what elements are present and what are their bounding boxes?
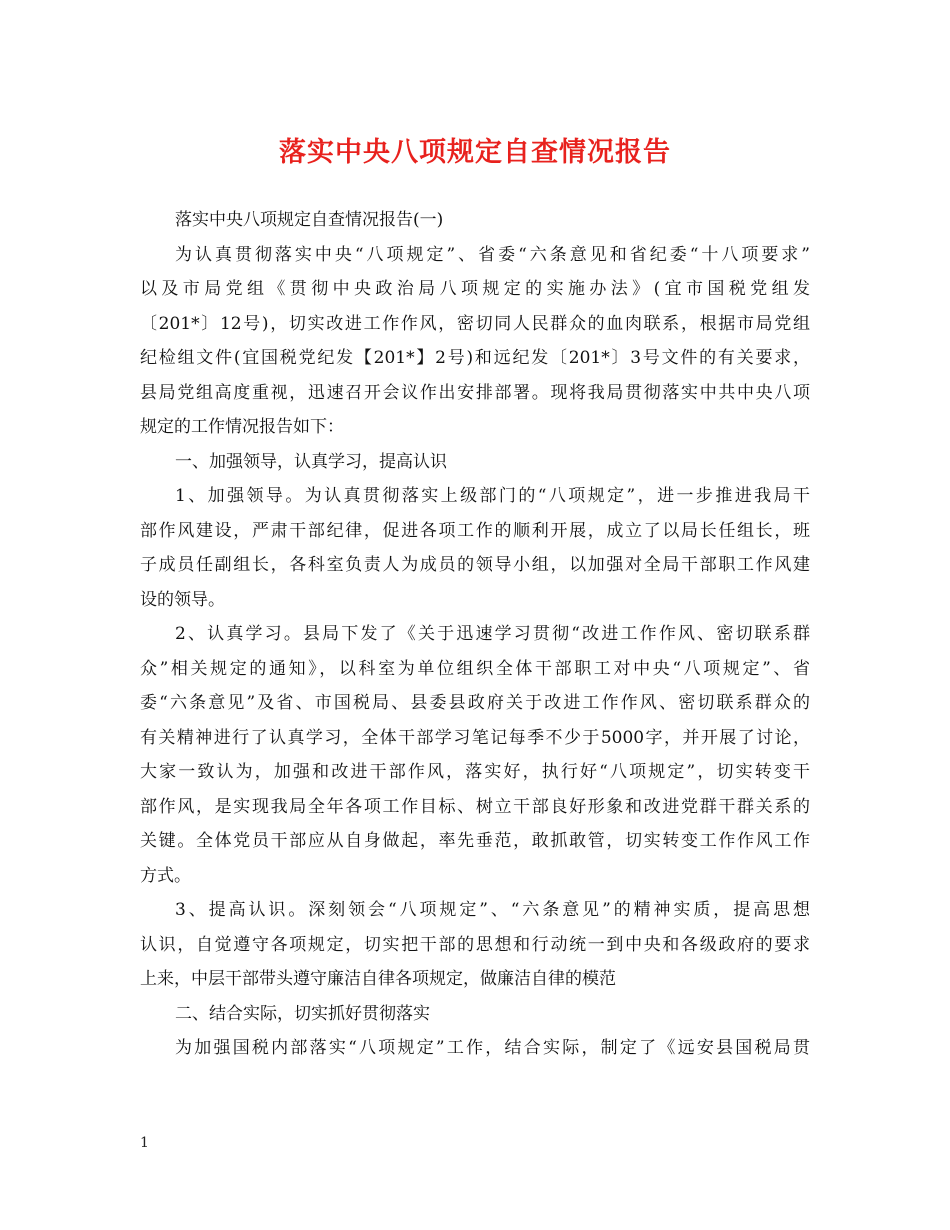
body-line: 设的领导。 bbox=[140, 589, 225, 610]
document-title: 落实中央八项规定自查情况报告 bbox=[279, 137, 671, 168]
section-heading: 一、加强领导，认真学习，提高认识 bbox=[175, 451, 447, 472]
document-body bbox=[140, 203, 810, 1066]
body-line: 县局党组高度重视，迅速召开会议作出安排部署。现将我局贯彻落实中共中央八项 bbox=[140, 382, 810, 403]
body-line: 以及市局党组《贯彻中央政治局八项规定的实施办法》(宜市国税党组发 bbox=[140, 279, 810, 299]
body-line: 有关精神进行了认真学习，全体干部学习笔记每季不少于5000字，并开展了讨论， bbox=[140, 727, 810, 748]
body-line: 上来，中层干部带头遵守廉洁自律各项规定，做廉洁自律的模范 bbox=[140, 969, 616, 989]
body-line: 规定的工作情况报告如下： bbox=[140, 417, 344, 437]
body-line: 方式。 bbox=[140, 865, 191, 886]
body-line: 众”相关规定的通知》，以科室为单位组织全体干部职工对中央“八项规定”、省 bbox=[140, 658, 810, 679]
section-heading: 二、结合实际，切实抓好贯彻落实 bbox=[175, 1003, 430, 1024]
body-line: 为加强国税内部落实“八项规定”工作，结合实际，制定了《远安县国税局贯 bbox=[175, 1038, 810, 1058]
body-line: 委“六条意见”及省、市国税局、县委县政府关于改进工作作风、密切联系群众的 bbox=[140, 693, 810, 713]
body-line: 部作风，是实现我局全年各项工作目标、树立干部良好形象和改进党群干群关系的 bbox=[140, 796, 810, 817]
body-line: 部作风建设，严肃干部纪律，促进各项工作的顺利开展，成立了以局长任组长，班 bbox=[140, 520, 810, 541]
body-line: 〔201*〕12号)，切实改进工作作风，密切同人民群众的血肉联系，根据市局党组 bbox=[140, 313, 810, 334]
body-line: 1、加强领导。为认真贯彻落实上级部门的“八项规定”，进一步推进我局干 bbox=[175, 486, 810, 506]
body-line: 2、认真学习。县局下发了《关于迅速学习贯彻“改进工作作风、密切联系群 bbox=[175, 624, 810, 644]
page-number: 1 bbox=[140, 1135, 149, 1151]
report-subtitle-line: 落实中央八项规定自查情况报告(一) bbox=[175, 210, 444, 230]
body-line: 为认真贯彻落实中央“八项规定”、省委“六条意见和省纪委“十八项要求” bbox=[175, 244, 810, 265]
body-line: 大家一致认为，加强和改进干部作风，落实好，执行好“八项规定”，切实转变干 bbox=[140, 762, 810, 782]
body-line: 3、提高认识。深刻领会“八项规定”、“六条意见”的精神实质，提高思想 bbox=[175, 900, 810, 920]
body-line: 关键。全体党员干部应从自身做起，率先垂范，敢抓敢管，切实转变工作作风工作 bbox=[140, 831, 810, 851]
body-line: 认识，自觉遵守各项规定，切实把干部的思想和行动统一到中央和各级政府的要求 bbox=[140, 934, 810, 955]
body-line: 子成员任副组长，各科室负责人为成员的领导小组，以加强对全局干部职工作风建 bbox=[140, 555, 810, 575]
body-line: 纪检组文件(宜国税党纪发【201*】2号)和远纪发〔201*〕3号文件的有关要求， bbox=[140, 348, 810, 368]
